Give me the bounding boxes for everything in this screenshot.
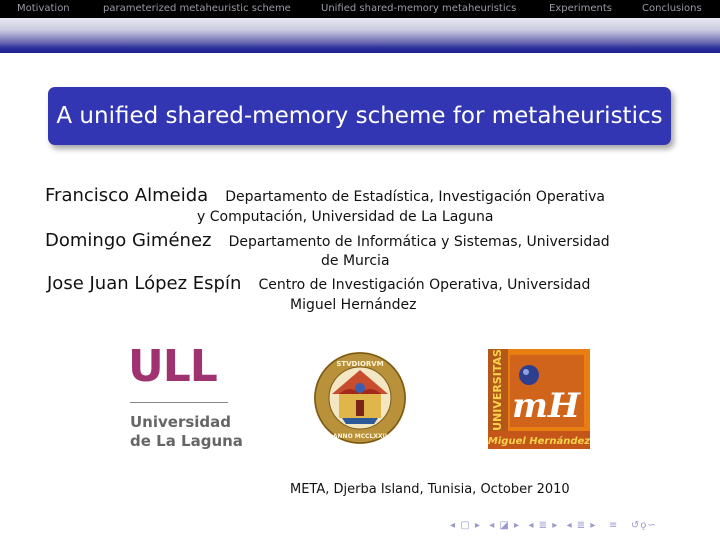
author-affiliation: Departamento de Estadística, Investigación Operativa [225, 189, 605, 205]
header-gradient-band [0, 18, 720, 53]
svg-text:mH: mH [511, 386, 581, 426]
event-venue: META, Djerba Island, Tunisia, October 2010 [290, 482, 570, 497]
author-affiliation-cont: Miguel Hernández [290, 297, 417, 313]
svg-text:UNIVERSITAS: UNIVERSITAS [491, 349, 504, 431]
author-name: Jose Juan López Espín [47, 273, 242, 294]
ull-logo-line2: de La Laguna [130, 432, 243, 450]
author-affiliation-cont: y Computación, Universidad de La Laguna [197, 209, 494, 225]
ull-logo [128, 341, 243, 452]
author-2 [45, 230, 610, 251]
umh-logo [488, 349, 590, 449]
subsection-nav-icon[interactable]: ◂ ◪ ▸ [489, 520, 521, 531]
subsubsection-nav-icon[interactable]: ◂ ≣ ▸ [566, 520, 597, 531]
nav-item-parameterized-scheme[interactable]: parameterized metaheuristic scheme [103, 3, 291, 14]
section-nav-bar [0, 0, 720, 18]
author-3 [47, 273, 590, 294]
author-name: Francisco Almeida [45, 185, 209, 206]
author-1 [45, 185, 605, 206]
nav-item-conclusions[interactable]: Conclusions [642, 3, 702, 14]
umu-seal-logo [312, 350, 408, 446]
ull-logo-mark: ULL [128, 341, 217, 392]
nav-item-unified-metaheuristics[interactable]: Unified shared-memory metaheuristics [321, 3, 517, 14]
svg-text:ANNO MCCLXXII: ANNO MCCLXXII [332, 433, 388, 440]
nav-item-experiments[interactable]: Experiments [549, 3, 612, 14]
ull-logo-rule [130, 402, 228, 403]
title-box [48, 87, 671, 145]
ull-logo-line1: Universidad [130, 413, 232, 431]
slide-title: A unified shared-memory scheme for metaheuristics [56, 103, 663, 129]
author-affiliation: Centro de Investigación Operativa, Universidad [258, 277, 591, 293]
author-affiliation-cont: de Murcia [321, 253, 390, 269]
beamer-navigation-controls [450, 520, 657, 534]
svg-text:STVDIORVM: STVDIORVM [336, 360, 384, 368]
frame-nav-icon[interactable]: ◂ ▢ ▸ [450, 520, 481, 531]
search-icon[interactable]: ↺ǫ∽ [630, 520, 657, 531]
svg-text:Miguel Hernández: Miguel Hernández [488, 436, 590, 447]
section-nav-icon[interactable]: ◂ ≣ ▸ [528, 520, 559, 531]
author-name: Domingo Giménez [45, 230, 212, 251]
nav-item-motivation[interactable]: Motivation [17, 3, 70, 14]
author-affiliation: Departamento de Informática y Sistemas, Universidad [228, 234, 610, 250]
align-icon[interactable]: ≡ [608, 520, 619, 531]
